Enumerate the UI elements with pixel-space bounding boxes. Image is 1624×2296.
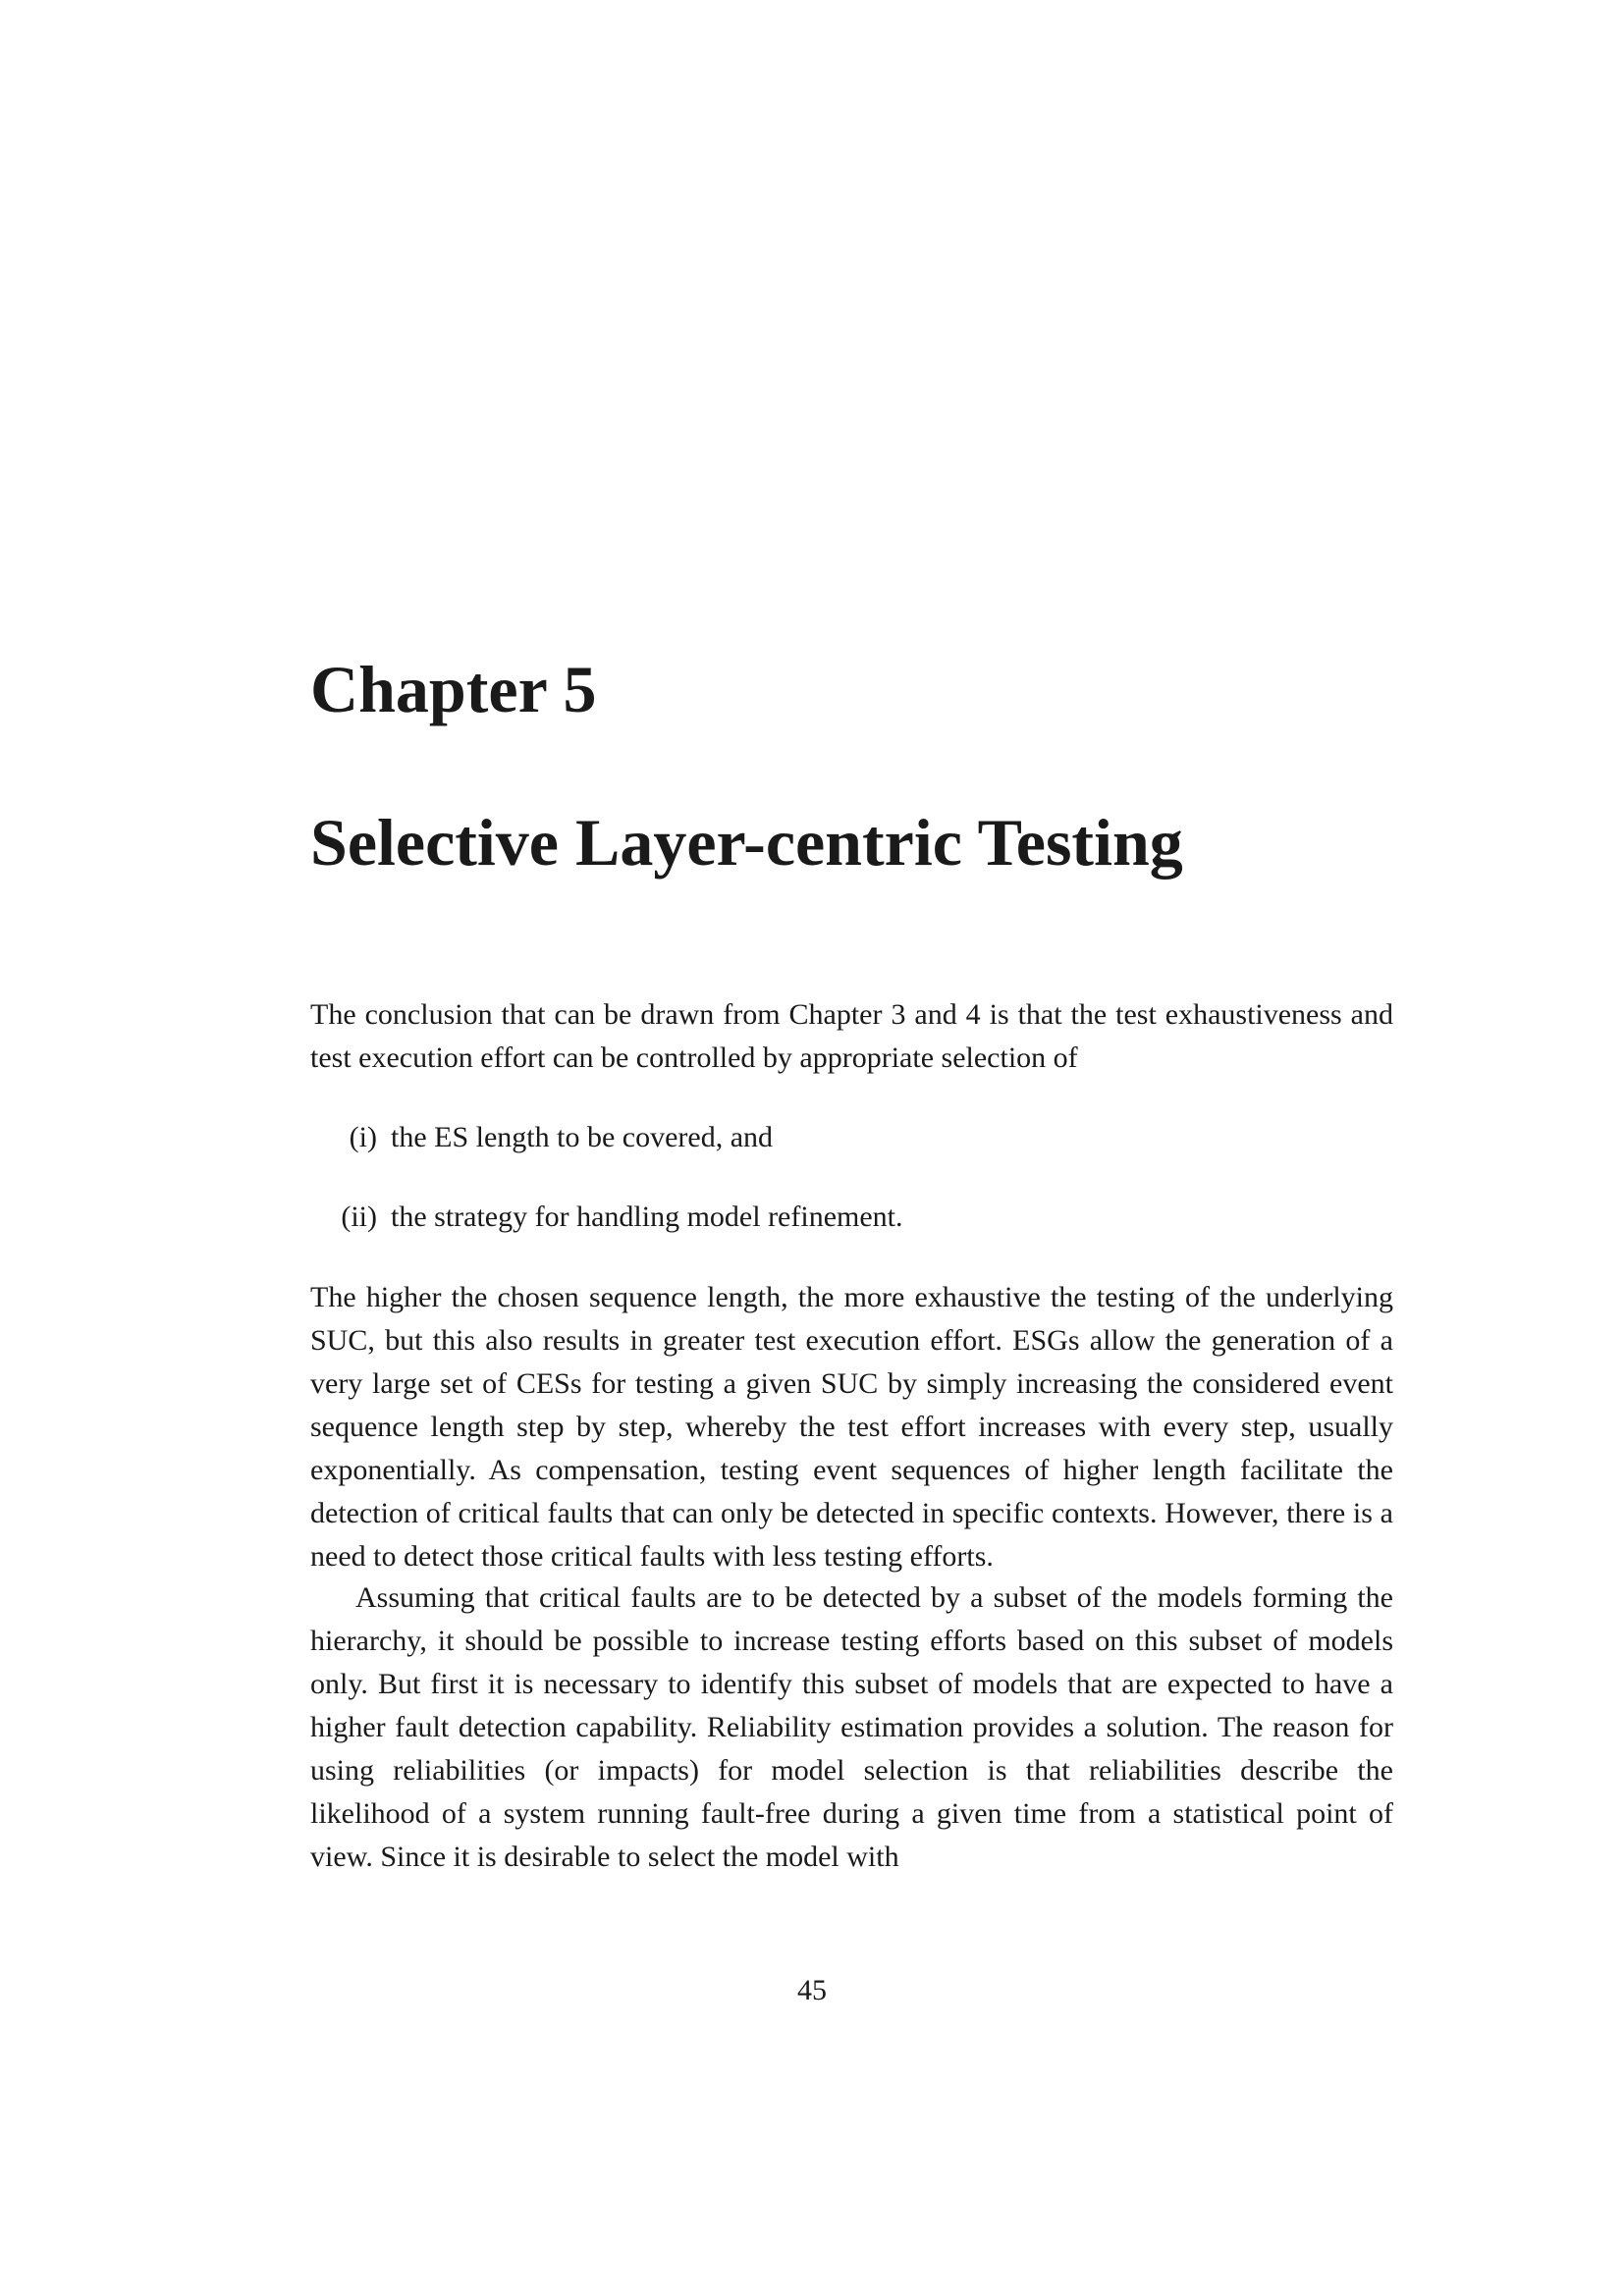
body-paragraph-indented: Assuming that critical faults are to be detected by a subset of the models forming the hierarchy, it should be possible to increase testing efforts based on this subset of models only. But first it is necessary to identify this subset of models that are expected to have a higher fault detection capability. Reliability estimation provides a solution. The reason for using reliabilities (or impacts) for model selection is that reliabilities describe the likelihood of a system running fault-free during a given time from a statistical point of view. Since it is desirable to select the model with bbox=[310, 1581, 1393, 1873]
page-number: 45 bbox=[797, 1974, 827, 2006]
list-item bbox=[310, 1116, 1393, 1159]
list-item-label: (i) bbox=[349, 1121, 377, 1153]
body-paragraph: The higher the chosen sequence length, the more exhaustive the testing of the underlying SUC, but this also results in greater test execution effort. ESGs allow the generation of a very large set of CESs for testing a given SUC by simply increasing the considered event sequence length step by step, whereby the test effort increases with every step, usually exponentially. As compensation, testing event sequences of higher length facilitate the detection of critical faults that can only be detected in specific contexts. However, there is a need to detect those critical faults with less testing efforts. bbox=[310, 1281, 1393, 1573]
list-item-label: (ii) bbox=[341, 1201, 377, 1233]
intro-paragraph: The conclusion that can be drawn from Chapter 3 and 4 is that the test exhaustiveness and test execution effort can be controlled by appropriate selection of bbox=[310, 998, 1393, 1074]
chapter-label: Chapter 5 bbox=[310, 652, 597, 726]
list-item-text: the strategy for handling model refinement. bbox=[391, 1201, 903, 1233]
chapter-title: Selective Layer-centric Testing bbox=[310, 805, 1183, 880]
list-item bbox=[310, 1196, 1393, 1239]
list-item-text: the ES length to be covered, and bbox=[391, 1121, 774, 1153]
